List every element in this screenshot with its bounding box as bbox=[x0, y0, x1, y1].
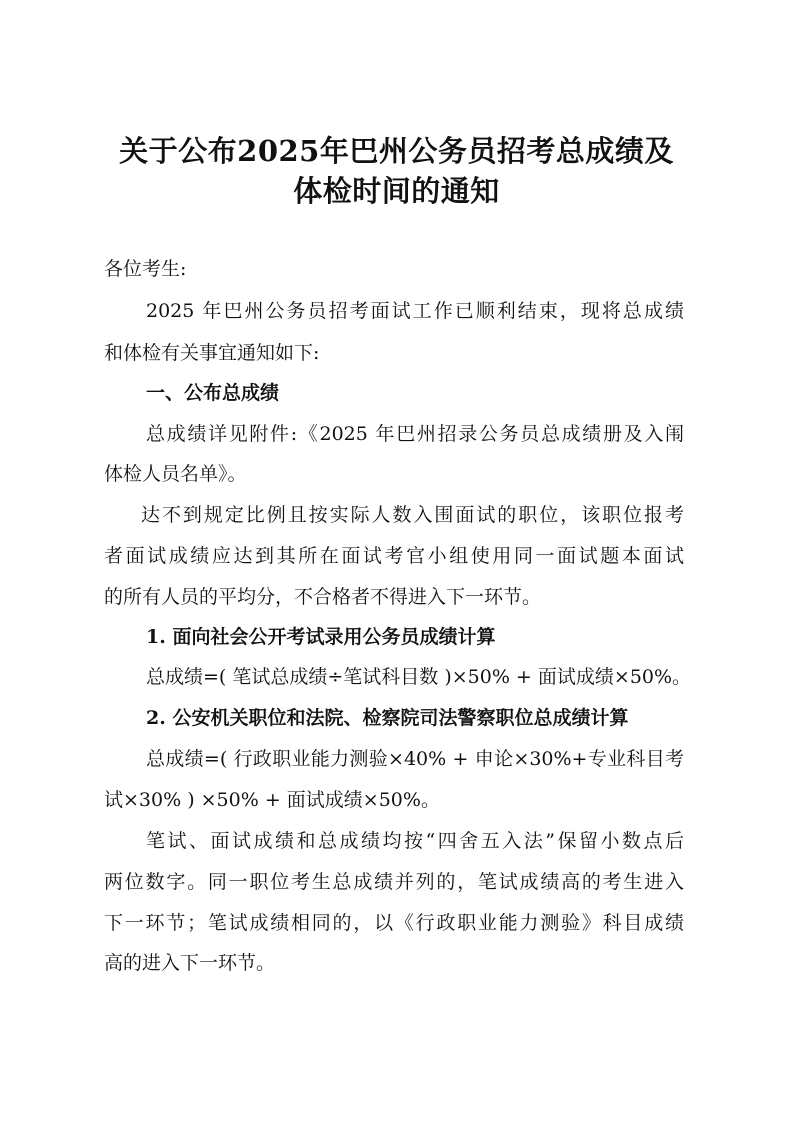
rule-line-2: 者面试成绩应达到其所在面试考官小组使用同一面试题本面试 bbox=[104, 545, 684, 567]
section-1-heading: 一、公布总成绩 bbox=[146, 382, 280, 404]
attachment-line-2: 体检人员名单》。 bbox=[104, 463, 247, 485]
document-title-line-1: 关于公布2025年巴州公务员招考总成绩及 bbox=[119, 134, 674, 168]
document-title-line-2: 体检时间的通知 bbox=[293, 174, 500, 208]
rule-line-3: 的所有人员的平均分，不合格者不得进入下一环节。 bbox=[104, 586, 542, 608]
salutation: 各位考生: bbox=[104, 258, 187, 280]
item-1-heading: 1. 面向社会公开考试录用公务员成绩计算 bbox=[146, 626, 496, 648]
rounding-line-1: 笔试、面试成绩和总成绩均按“四舍五入法”保留小数点后 bbox=[146, 830, 684, 852]
item-2-heading: 2. 公安机关职位和法院、检察院司法警察职位总成绩计算 bbox=[146, 707, 629, 729]
rounding-line-3: 下一环节；笔试成绩相同的，以《行政职业能力测验》科目成绩 bbox=[104, 912, 684, 934]
intro-line-1: 2025 年巴州公务员招考面试工作已顺利结束，现将总成绩 bbox=[146, 300, 684, 322]
rounding-line-4: 高的进入下一环节。 bbox=[104, 952, 276, 974]
intro-line-2: 和体检有关事宜通知如下: bbox=[104, 342, 320, 364]
rule-line-1: 达不到规定比例且按实际人数入围面试的职位，该职位报考 bbox=[141, 504, 684, 526]
item-2-formula-line-2: 试×30% ) ×50% + 面试成绩×50%。 bbox=[104, 789, 440, 811]
rounding-line-2: 两位数字。同一职位考生总成绩并列的，笔试成绩高的考生进入 bbox=[104, 871, 684, 893]
attachment-line-1: 总成绩详见附件:《2025 年巴州招录公务员总成绩册及入闱 bbox=[146, 423, 684, 445]
item-2-formula-line-1: 总成绩=( 行政职业能力测验×40% + 申论×30%+专业科目考 bbox=[146, 748, 684, 770]
item-1-formula: 总成绩=( 笔试总成绩÷笔试科目数 )×50% + 面试成绩×50%。 bbox=[146, 666, 692, 688]
